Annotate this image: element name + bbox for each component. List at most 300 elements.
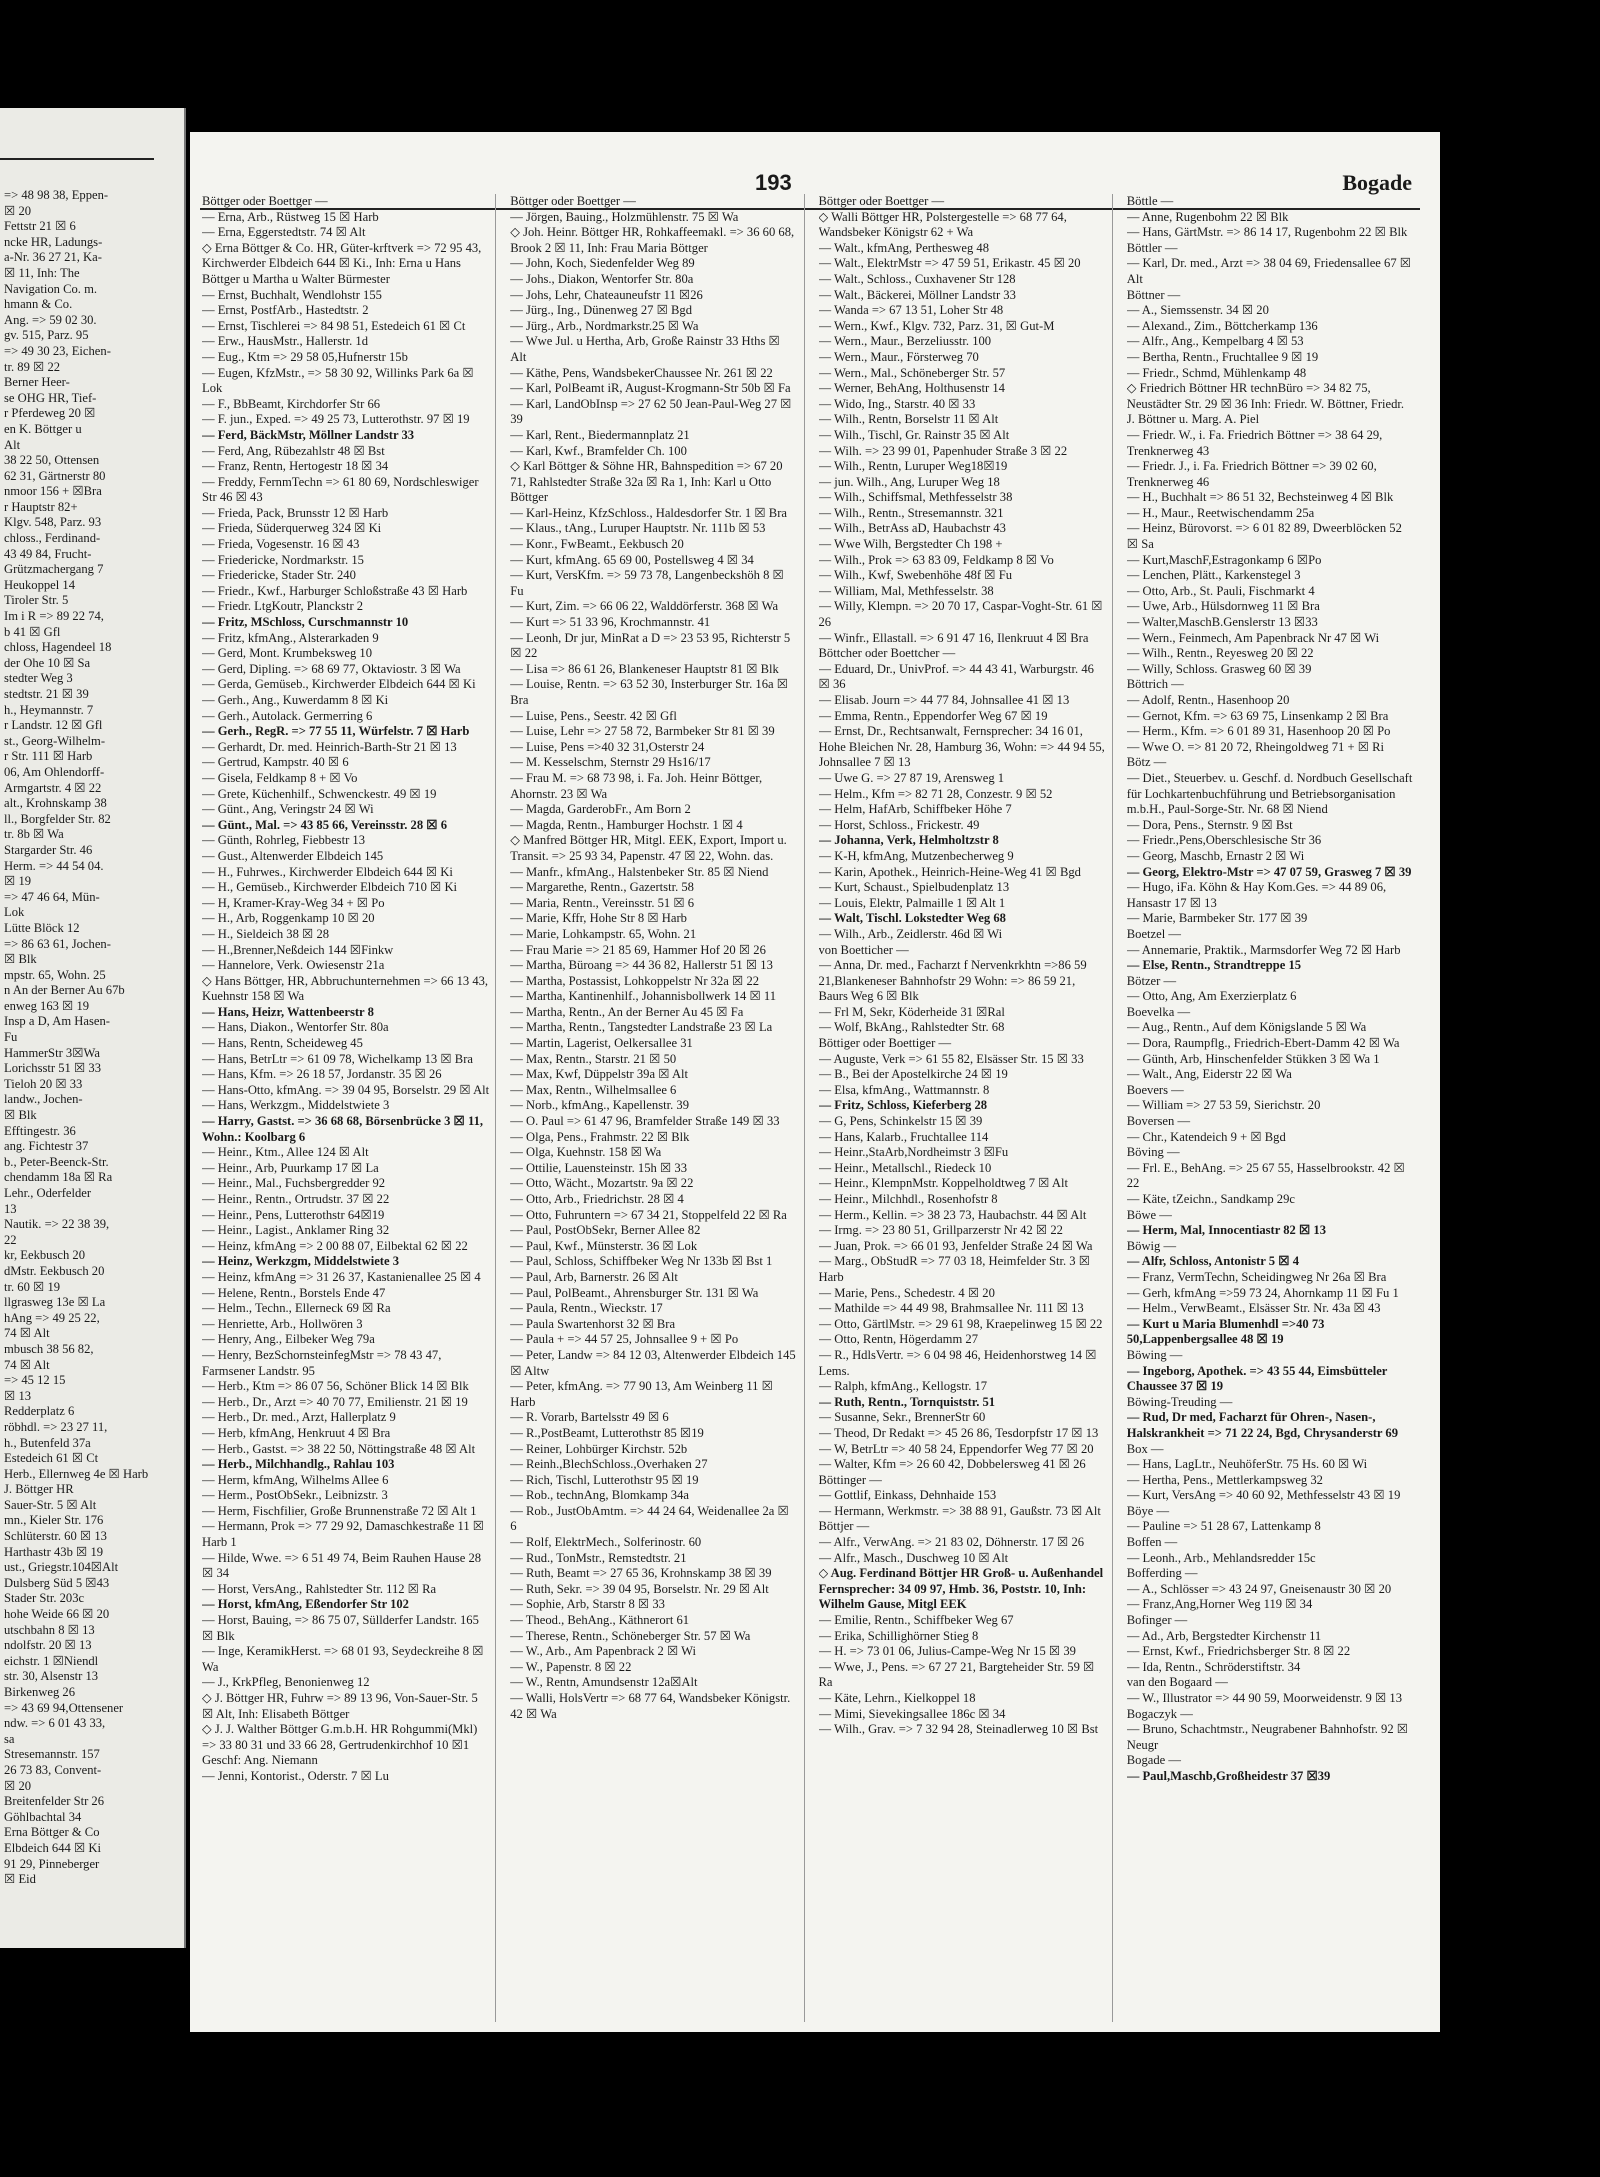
left-fragment-line: se OHG HR, Tief- (4, 390, 97, 405)
left-fragment-line: => 86 63 61, Jochen- (4, 936, 111, 951)
directory-entry: — Paul, Schloss, Schiffbeker Weg Nr 133b ☒ Bst 1 (510, 1254, 773, 1269)
directory-entry: — Otto, Rentn, Högerdamm 27 (818, 1332, 979, 1347)
directory-entry: — Rob., technAng, Blomkamp 34a (510, 1488, 689, 1503)
left-fragment-line: => 45 12 15 (4, 1373, 66, 1388)
directory-entry: — Paul, Arb, Barnerstr. 26 ☒ Alt (510, 1269, 678, 1284)
directory-entry: — Friedericke, Stader Str. 240 (202, 568, 356, 583)
directory-entry: — Wern., Maur., Berzeliusstr. 100 (818, 334, 992, 349)
directory-entry: — Alfr., Ang., Kempelbarg 4 ☒ 53 (1126, 334, 1304, 349)
directory-entry: — Heinr., Milchhdl., Rosenhofstr 8 (818, 1192, 998, 1206)
directory-entry: — Fritz, Schloss, Kieferberg 28 (818, 1098, 988, 1113)
left-fragment-line: Schlüterstr. 60 ☒ 13 (4, 1529, 107, 1544)
directory-entry: — Uwe G. => 27 87 19, Arensweg 1 (818, 770, 1005, 785)
directory-entry: — Johanna, Verk, Helmholtzstr 8 (818, 833, 999, 848)
directory-entry: — Wilh., Grav. => 7 32 94 28, Steinadlerweg 10 ☒ Bst (818, 1722, 1099, 1737)
directory-entry: — jun. Wilh., Ang, Luruper Weg 18 (818, 474, 1000, 489)
directory-entry: — Kurt, VersKfm. => 59 73 78, Langenbeckshöh 8 ☒ Fu (510, 568, 784, 598)
left-fragment-line: Stargarder Str. 46 (4, 842, 93, 857)
directory-entry: — Johs., Diakon, Wentorfer Str. 80a (510, 271, 694, 286)
directory-entry: — Walter, Kfm => 26 60 42, Dobbelersweg 41 ☒ 26 (818, 1457, 1086, 1472)
directory-entry: — Bruno, Schachtmstr., Neugrabener Bahnhofstr. 92 ☒ Neugr (1126, 1722, 1409, 1752)
left-fragment-line: chloss., Ferdinand- (4, 531, 101, 546)
directory-entry: — Rich, Tischl, Lutterothstr 95 ☒ 19 (510, 1472, 699, 1487)
left-fragment-line: Nautik. => 22 38 39, (4, 1217, 110, 1232)
directory-entry: — Ida, Rentn., Schröderstiftstr. 34 (1126, 1659, 1301, 1674)
directory-entry: — Erw., HausMstr., Hallerstr. 1d (202, 334, 369, 349)
left-fragment-line: ll., Borgfelder Str. 82 (4, 811, 111, 826)
directory-entry: — Irmg. => 23 80 51, Grillparzerstr Nr 42 ☒ 22 (818, 1223, 1063, 1238)
directory-entry: — Else, Rentn., Strandtreppe 15 (1126, 958, 1302, 973)
directory-entry: — Karl, PolBeamt iR, August-Krogmann-Str 50b ☒ Fa (510, 381, 791, 396)
left-fragment-line: hmann & Co. (4, 297, 73, 312)
directory-entry: — Hilde, Wwe. => 6 51 49 74, Beim Rauhen Hause 28 ☒ 34 (202, 1550, 482, 1581)
directory-entry: — Luise, Pens., Seestr. 42 ☒ Gfl (510, 708, 677, 723)
directory-entry: Boevelka — (1126, 1004, 1191, 1019)
left-fragment-line: 06, Am Ohlendorff- (4, 764, 105, 779)
directory-entry: — Walli, HolsVertr => 68 77 64, Wandsbeker Königstr. 42 ☒ Wa (510, 1691, 791, 1721)
directory-entry: — Otto, Wächt., Mozartstr. 9a ☒ 22 (510, 1176, 694, 1191)
directory-entry: — Hans, Rentn, Scheideweg 45 (202, 1036, 363, 1051)
directory-entry: — Martha, Rentn., An der Berner Au 45 ☒ Fa (510, 1004, 744, 1019)
left-fragment-line: r Hauptstr 82+ (4, 499, 78, 514)
directory-entry: — B., Bei der Apostelkirche 24 ☒ 19 (818, 1067, 1008, 1082)
directory-entry: — Martha, Postassist, Lohkoppelstr Nr 32a ☒ 22 (510, 973, 760, 988)
directory-entry: — Heinr., Rentn., Ortrudstr. 37 ☒ 22 (202, 1192, 390, 1206)
left-fragment-line: Dulsberg Süd 5 ☒43 (4, 1575, 110, 1590)
directory-entry: — Hans, LagLtr., NeuhöferStr. 75 Hs. 60 ☒ Wi (1126, 1457, 1368, 1472)
directory-entry: ◇ J. Böttger HR, Fuhrw => 89 13 96, Von-Sauer-Str. 5 ☒ Alt, Inh: Elisabeth Böttger (202, 1691, 478, 1721)
left-fragment-line: Elbdeich 644 ☒ Ki (4, 1840, 101, 1855)
directory-entry: — Ottilie, Lauensteinstr. 15h ☒ 33 (510, 1160, 687, 1175)
directory-entry: — Hermann, Prok => 77 29 92, Damaschkestraße 11 ☒ Harb 1 (202, 1519, 485, 1550)
directory-entry: — Heinr.,StaArb,Nordheimstr 3 ☒Fu (818, 1145, 1009, 1160)
directory-entry: — Hans, Kfm. => 26 18 57, Jordanstr. 35 ☒ 26 (202, 1067, 442, 1082)
directory-entry: — Franz, Rentn, Hertogestr 18 ☒ 34 (202, 459, 389, 474)
directory-entry: Böttinger — (818, 1472, 882, 1487)
left-fragment-line: Lok (4, 905, 25, 920)
directory-entry: van den Bogaard — (1126, 1675, 1228, 1690)
directory-entry: — Gerh, kfmAng =>59 73 24, Ahornkamp 11 ☒ Fu 1 (1126, 1285, 1399, 1300)
directory-entry: — Sophie, Arb, Starstr 8 ☒ 33 (510, 1597, 665, 1612)
directory-entry: — Gerhardt, Dr. med. Heinrich-Barth-Str 21 ☒ 13 (202, 739, 457, 754)
directory-entry: — Juan, Prok. => 66 01 93, Jenfelder Straße 24 ☒ Wa (818, 1238, 1093, 1253)
directory-entry: — Paula + => 44 57 25, Johnsallee 9 + ☒ Po (510, 1332, 739, 1347)
directory-entry: — Willy, Schloss. Grasweg 60 ☒ 39 (1126, 661, 1312, 676)
directory-entry: — Jürg., Ing., Dünenweg 27 ☒ Bgd (510, 303, 693, 318)
directory-entry: — Wolf, BkAng., Rahlstedter Str. 68 (818, 1020, 1005, 1035)
directory-entry: ◇ Erna Böttger & Co. HR, Güter-krftverk => 72 95 43, Kirchwerder Elbdeich 644 ☒ Ki., Inh: Erna u Hans Böttger u Martha u Walter Bürmester (202, 240, 482, 286)
directory-entry: — William, Mal, Methfesselstr. 38 (818, 583, 994, 598)
directory-entry: Boevers — (1126, 1082, 1184, 1097)
directory-entry: — Rud., TonMstr., Remstedtstr. 21 (510, 1550, 687, 1565)
directory-entry: — F., BbBeamt, Kirchdorfer Str 66 (202, 396, 381, 411)
left-fragment-line: Tieloh 20 ☒ 33 (4, 1076, 83, 1091)
directory-entry: — Ernst, Dr., Rechtsanwalt, Fernsprecher: 34 16 01, Hohe Bleichen Nr. 28, Hamburg 36, Wohn: => 44 94 55, Johnsallee 7 ☒ 13 (818, 724, 1105, 770)
directory-entry: Böttrich — (1126, 677, 1184, 692)
directory-entry: — Martha, Rentn., Tangstedter Landstraße 23 ☒ La (510, 1020, 773, 1035)
left-fragment-line: ☒ 19 (4, 874, 32, 889)
directory-entry: — Herb., Dr. med., Arzt, Hallerplatz 9 (202, 1410, 396, 1425)
directory-entry: — Margarethe, Rentn., Gazertstr. 58 (510, 880, 694, 895)
left-fragment-line: r Str. 111 ☒ Harb (4, 749, 93, 764)
directory-entry: — Horst, Bauing, => 86 75 07, Süllderfer Landstr. 165 ☒ Blk (202, 1613, 479, 1643)
directory-entry: — Wilh., Prok => 63 83 09, Feldkamp 8 ☒ Vo (818, 552, 1054, 567)
left-page-column (4, 188, 178, 1888)
directory-entry: Bogade — (1126, 1753, 1181, 1768)
left-page-rule (0, 158, 154, 160)
directory-entry: — Wern., Maur., Försterweg 70 (818, 349, 979, 364)
left-fragment-line: tr. 8b ☒ Wa (4, 827, 64, 842)
directory-entry: — Ernst, Tischlerei => 84 98 51, Estedeich 61 ☒ Ct (202, 318, 466, 333)
directory-entry: — Ruth, Rentn., Tornquiststr. 51 (818, 1394, 996, 1409)
directory-entry: — Fritz, MSchloss, Curschmannstr 10 (202, 615, 409, 630)
directory-entry: — Wern., Feinmech, Am Papenbrack Nr 47 ☒ Wi (1126, 630, 1380, 645)
left-fragment-line: alt., Krohnskamp 38 (4, 796, 107, 811)
directory-entry: — Dora, Pens., Sternstr. 9 ☒ Bst (1126, 817, 1293, 832)
directory-entry: — Max, Rentn., Wilhelmsallee 6 (510, 1082, 677, 1097)
left-fragment-line: 62 31, Gärtnerstr 80 (4, 468, 106, 483)
left-fragment-line: dMstr. Eekbusch 20 (4, 1263, 105, 1278)
directory-entry: — Klaus., tAng., Luruper Hauptstr. Nr. 111b ☒ 53 (510, 521, 766, 536)
left-fragment-line: ☒ 11, Inh: The (4, 265, 80, 280)
directory-entry: — Gerd, Dipling. => 68 69 77, Oktaviostr. 3 ☒ Wa (202, 661, 461, 676)
directory-entry: — Marg., ObStudR => 77 03 18, Heimfelder Str. 3 ☒ Harb (818, 1254, 1091, 1284)
directory-column-3 (819, 194, 1113, 2022)
directory-entry: — Karl-Heinz, KfzSchloss., Haldesdorfer Str. 1 ☒ Bra (510, 505, 787, 520)
directory-entry: — Grete, Küchenhilf., Schwenckestr. 49 ☒ 19 (202, 786, 437, 801)
directory-entry: — Hans, GärtMstr. => 86 14 17, Rugenbohm 22 ☒ Blk (1126, 225, 1408, 240)
directory-entry: — Günt., Mal. => 43 85 66, Vereinsstr. 28 ☒ 6 (202, 817, 447, 832)
directory-entry: — Wilh., Kwf, Swebenhöhe 48f ☒ Fu (818, 568, 1012, 583)
directory-entry: — Elsa, kfmAng., Wattmannstr. 8 (818, 1082, 990, 1097)
directory-entry: — Ernst, PostfArb., Hastedtstr. 2 (202, 303, 369, 318)
directory-entry: — Heinr., Metallschl., Riedeck 10 (818, 1160, 992, 1175)
directory-entry: Boversen — (1126, 1114, 1191, 1129)
directory-entry: — Gerh., RegR. => 77 55 11, Würfelstr. 7 ☒ Harb (202, 724, 470, 739)
directory-entry: — Wern., Mal., Schöneberger Str. 57 (818, 365, 1006, 380)
directory-entry: — Kurt => 51 33 96, Krochmannstr. 41 (510, 615, 711, 630)
directory-entry: — Walter,MaschB.Genslerstr 13 ☒33 (1126, 615, 1318, 630)
directory-entry: — H, Kramer-Kray-Weg 34 + ☒ Po (202, 895, 385, 910)
directory-entry: — Louis, Elektr, Palmaille 1 ☒ Alt 1 (818, 895, 1006, 910)
directory-entry: — Leonh., Arb., Mehlandsredder 15c (1126, 1550, 1316, 1565)
directory-entry: — Gernot, Kfm. => 63 69 75, Linsenkamp 2 ☒ Bra (1126, 708, 1389, 723)
directory-entry: — John, Koch, Siedenfelder Weg 89 (510, 256, 695, 271)
directory-entry: — Friedericke, Nordmarkstr. 15 (202, 552, 364, 567)
directory-entry: — Leonh, Dr jur, MinRat a D => 23 53 95, Richterstr 5 ☒ 22 (510, 630, 791, 661)
directory-entry: — Heinr., KlempnMstr. Koppelholdtweg 7 ☒ Alt (818, 1176, 1069, 1191)
directory-entry: — Max, Rentn., Starstr. 21 ☒ 50 (510, 1051, 677, 1066)
left-fragment-line: ☒ 13 (4, 1388, 32, 1403)
directory-entry: — Friedr. W., i. Fa. Friedrich Böttner => 38 64 29, Trenknerweg 43 (1126, 427, 1383, 458)
left-fragment-line: kr, Eekbusch 20 (4, 1248, 85, 1263)
directory-entry: — R., HdlsVertr. => 6 04 98 46, Heidenhorstweg 14 ☒ Lems. (818, 1347, 1097, 1378)
left-fragment-line: Breitenfelder Str 26 (4, 1794, 105, 1809)
left-fragment-line: Efftingestr. 36 (4, 1123, 76, 1138)
directory-entry: — Chr., Katendeich 9 + ☒ Bgd (1126, 1129, 1286, 1144)
directory-entry: — Alexand., Zim., Böttcherkamp 136 (1126, 318, 1318, 333)
directory-column-4 (1127, 194, 1420, 2022)
directory-entry: — Annemarie, Praktik., Marmsdorfer Weg 72 ☒ Harb (1126, 942, 1401, 957)
directory-columns (202, 194, 1420, 2022)
left-fragment-line: ang. Fichtestr 37 (4, 1139, 89, 1154)
left-fragment-line: Sauer-Str. 5 ☒ Alt (4, 1497, 97, 1512)
directory-entry: — Wwe O. => 81 20 72, Rheingoldweg 71 + ☒ Ri (1126, 739, 1385, 754)
directory-entry: ◇ Manfred Böttger HR, Mitgl. EEK, Export, Import u. Transit. => 25 93 34, Papenstr. 47 ☒ 22, Wohn. das. (510, 833, 787, 863)
directory-entry: — Frieda, Pack, Brunsstr 12 ☒ Harb (202, 505, 389, 520)
directory-entry: — Horst, VersAng., Rahlstedter Str. 112 ☒ Ra (202, 1581, 437, 1596)
page-number: 193 (755, 170, 792, 195)
directory-entry: — Karl, Kwf., Bramfelder Ch. 100 (510, 443, 687, 458)
directory-entry: — Otto, GärtlMstr. => 29 61 98, Kraepelinweg 15 ☒ 22 (818, 1316, 1103, 1331)
directory-entry: — O. Paul => 61 47 96, Bramfelder Straße 149 ☒ 33 (510, 1114, 780, 1129)
directory-entry: — Adolf, Rentn., Hasenhoop 20 (1126, 693, 1290, 707)
directory-entry: — Kurt, VersAng => 40 60 92, Methfesselstr 43 ☒ 19 (1126, 1488, 1401, 1503)
directory-entry: — Herm., Kfm. => 6 01 89 31, Hasenhoop 20 ☒ Po (1126, 724, 1391, 739)
directory-entry: — Heinz, Bürovorst. => 6 01 82 89, Dweerblöcken 52 ☒ Sa (1126, 521, 1402, 552)
directory-entry: — Ruth, Sekr. => 39 04 95, Borselstr. Nr. 29 ☒ Alt (510, 1581, 769, 1596)
directory-entry: — Friedr., Schmd, Mühlenkamp 48 (1126, 365, 1307, 380)
left-fragment-line: Alt (4, 437, 21, 452)
directory-entry: Bötz — (1126, 755, 1167, 770)
directory-entry: — Herb., Dr., Arzt => 40 70 77, Emilienstr. 21 ☒ 19 (202, 1394, 468, 1409)
directory-entry: — Herm, Mal, Innocentiastr 82 ☒ 13 (1126, 1223, 1326, 1238)
directory-entry: — W, BetrLtr => 40 58 24, Eppendorfer Weg 77 ☒ 20 (818, 1441, 1094, 1456)
directory-entry: — Ernst, Buchhalt, Wendlohstr 155 (202, 287, 382, 302)
directory-entry: ◇ J. J. Walther Böttger G.m.b.H. HR Rohgummi(Mkl) => 33 80 31 und 33 66 28, Gertrudenkirchhof 10 ☒1 Geschf: Ang. Niemann (202, 1722, 478, 1768)
directory-entry: — H. => 73 01 06, Julius-Campe-Weg Nr 15 ☒ 39 (818, 1644, 1076, 1659)
directory-entry: — Ruth, Beamt => 27 65 36, Krohnskamp 38 ☒ 39 (510, 1566, 772, 1581)
directory-entry: — Friedr. J., i. Fa. Friedrich Böttner => 39 02 60, Trenknerweg 46 (1126, 459, 1377, 489)
directory-entry: — Frieda, Vogesenstr. 16 ☒ 43 (202, 537, 360, 552)
running-head: Bogade (1342, 170, 1412, 195)
directory-entry: — Theod, Dr Redakt => 45 26 86, Tesdorpfstr 17 ☒ 13 (818, 1425, 1099, 1440)
directory-entry: — Friedr. LtgKoutr, Planckstr 2 (202, 599, 364, 614)
directory-entry: — Gisela, Feldkamp 8 + ☒ Vo (202, 770, 358, 785)
directory-entry: — Walt., kfmAng, Perthesweg 48 (818, 240, 989, 255)
directory-entry: — Jenni, Kontorist., Oderstr. 7 ☒ Lu (202, 1768, 389, 1783)
left-fragment-line: Insp a D, Am Hasen- (4, 1014, 110, 1029)
left-fragment-line: Redderplatz 6 (4, 1404, 75, 1419)
left-fragment-line: enweg 163 ☒ 19 (4, 998, 90, 1013)
left-fragment-line: hohe Weide 66 ☒ 20 (4, 1607, 110, 1622)
directory-entry: — Herm, kfmAng, Wilhelms Allee 6 (202, 1472, 389, 1487)
left-fragment-line: landw., Jochen- (4, 1092, 83, 1107)
directory-entry: — Jörgen, Bauing., Holzmühlenstr. 75 ☒ Wa (510, 209, 739, 224)
left-fragment-line: stedtstr. 21 ☒ 39 (4, 687, 89, 701)
left-fragment-line: ncke HR, Ladungs- (4, 234, 103, 249)
directory-entry: — Ferd, BäckMstr, Möllner Landstr 33 (202, 427, 415, 442)
directory-entry: — Ferd, Ang, Rübezahlstr 48 ☒ Bst (202, 443, 385, 458)
directory-entry: — Wilh., Tischl, Gr. Rainstr 35 ☒ Alt (818, 427, 1010, 442)
directory-entry: Böttger oder Boettger — (818, 194, 945, 208)
left-fragment-line: utschbahn 8 ☒ 13 (4, 1622, 95, 1637)
directory-entry: — Luise, Lehr => 27 58 72, Barmbeker Str 81 ☒ 39 (510, 724, 775, 739)
directory-entry: — Erika, Schillighörner Stieg 8 (818, 1628, 979, 1643)
directory-entry: — Louise, Rentn. => 63 52 30, Insterburger Str. 16a ☒ Bra (510, 677, 789, 707)
left-fragment-line: stedter Weg 3 (4, 671, 73, 686)
directory-entry: — Helene, Rentn., Borstels Ende 47 (202, 1285, 386, 1300)
directory-entry: — Fritz, kfmAng., Alsterarkaden 9 (202, 630, 379, 645)
directory-entry: — Kurt, Schaust., Spielbudenplatz 13 (818, 880, 1010, 895)
directory-entry: — Helm., VerwBeamt., Elsässer Str. Nr. 43a ☒ 43 (1126, 1301, 1381, 1316)
directory-entry: — H., Maur., Reetwischendamm 25a (1126, 505, 1315, 520)
directory-entry: — Ingeborg, Apothek. => 43 55 44, Eimsbütteler Chaussee 37 ☒ 19 (1126, 1363, 1388, 1394)
directory-entry: — R.,PostBeamt, Lutterothstr 85 ☒19 (510, 1425, 704, 1440)
directory-page (190, 132, 1440, 2032)
directory-entry: — Wwe Wilh, Bergstedter Ch 198 + (818, 537, 1003, 552)
directory-entry: — Martha, Kantinenhilf., Johannisbollwerk 14 ☒ 11 (510, 989, 777, 1004)
directory-entry: — Lisa => 86 61 26, Blankeneser Hauptstr 81 ☒ Blk (510, 661, 779, 676)
left-fragment-line: ndw. => 6 01 43 33, (4, 1716, 106, 1731)
left-fragment-line: ☒ 20 (4, 1778, 32, 1793)
left-fragment-line: r Pferdeweg 20 ☒ (4, 406, 96, 421)
left-fragment-line: ☒ Blk (4, 1108, 37, 1123)
left-fragment-line: gv. 515, Parz. 95 (4, 328, 89, 343)
directory-entry: — Helm., Kfm => 82 71 28, Conzestr. 9 ☒ 52 (818, 786, 1053, 801)
directory-entry: — Helm., Techn., Ellerneck 69 ☒ Ra (202, 1301, 391, 1316)
directory-entry: — Wanda => 67 13 51, Loher Str 48 (818, 303, 1004, 318)
left-fragment-line: 22 (4, 1232, 17, 1247)
left-fragment-line: Armgartstr. 4 ☒ 22 (4, 780, 102, 795)
directory-entry: — Emilie, Rentn., Schiffbeker Weg 67 (818, 1613, 1014, 1628)
directory-entry: — Wwe, J., Pens. => 67 27 21, Bargteheider Str. 59 ☒ Ra (818, 1659, 1095, 1690)
directory-entry: — Herb, kfmAng, Henkruut 4 ☒ Bra (202, 1425, 391, 1440)
left-fragment-line: str. 30, Alsenstr 13 (4, 1669, 99, 1684)
directory-entry: — Wilh., Rentn., Stresemannstr. 321 (818, 505, 1004, 520)
directory-entry: — Alfr., VerwAng. => 21 83 02, Döhnerstr. 17 ☒ 26 (818, 1535, 1085, 1550)
directory-entry: — Horst, kfmAng, Eßendorfer Str 102 (202, 1597, 409, 1612)
left-fragment-line: Fu (4, 1030, 18, 1045)
directory-entry: — Marie, Lohkampstr. 65, Wohn. 21 (510, 926, 697, 941)
directory-entry: — Walt., Bäckerei, Möllner Landstr 33 (818, 287, 1016, 302)
directory-entry: — Willy, Klempn. => 20 70 17, Caspar-Voght-Str. 61 ☒ 26 (818, 599, 1103, 630)
directory-entry: — Heinz, kfmAng => 31 26 37, Kastanienallee 25 ☒ 4 (202, 1269, 481, 1284)
directory-entry: — Walt, Tischl. Lokstedter Weg 68 (818, 911, 1006, 926)
directory-entry: — Heinr., Mal., Fuchsbergredder 92 (202, 1176, 386, 1191)
directory-entry: — Wilh., Rentn, Luruper Weg18☒19 (818, 459, 1008, 474)
left-fragment-line: ☒ 20 (4, 203, 32, 218)
directory-entry: — Wern., Kwf., Klgv. 732, Parz. 31, ☒ Gut-M (818, 318, 1055, 333)
directory-entry: — Rolf, ElektrMech., Solferinostr. 60 (510, 1535, 702, 1550)
directory-entry: — Günth, Arb, Hinschenfelder Stükken 3 ☒ Wa 1 (1126, 1051, 1380, 1066)
directory-entry: — Kurt, kfmAng. 65 69 00, Postellsweg 4 ☒ 34 (510, 552, 754, 567)
directory-entry: — Erna, Eggerstedtstr. 74 ☒ Alt (202, 225, 366, 240)
left-fragment-line: ust., Griegstr.104☒Alt (4, 1560, 119, 1575)
directory-entry: — Erna, Arb., Rüstweg 15 ☒ Harb (202, 209, 379, 224)
directory-entry: — Wilh., Rentn, Borselstr 11 ☒ Alt (818, 412, 999, 427)
left-fragment-line: b 41 ☒ Gfl (4, 624, 61, 639)
directory-entry: — Heinz, Werkzgm, Middelstwiete 3 (202, 1254, 400, 1269)
left-fragment-line: Fettstr 21 ☒ 6 (4, 219, 76, 234)
directory-entry: — Wido, Ing., Starstr. 40 ☒ 33 (818, 396, 976, 411)
directory-column-1 (202, 194, 496, 2022)
directory-entry: Böttcher oder Boettcher — (818, 646, 956, 661)
left-fragment-line: Herb., Ellernweg 4e ☒ Harb (4, 1466, 149, 1481)
directory-entry: Böving — (1126, 1145, 1180, 1160)
directory-entry: — Henriette, Arb., Hollwören 3 (202, 1316, 363, 1331)
directory-entry: — Heinr., Lagist., Anklamer Ring 32 (202, 1223, 390, 1238)
directory-entry: — F. jun., Exped. => 49 25 73, Lutterothstr. 97 ☒ 19 (202, 412, 470, 427)
left-fragment-line: Heukoppel 14 (4, 577, 75, 592)
left-fragment-line: eichstr. 1 ☒Niendl (4, 1653, 99, 1668)
directory-entry: — Marie, Barmbeker Str. 177 ☒ 39 (1126, 911, 1308, 926)
directory-entry: — Olga, Kuehnstr. 158 ☒ Wa (510, 1145, 662, 1160)
directory-entry: — H., Sieldeich 38 ☒ 28 (202, 926, 330, 941)
directory-entry: — Auguste, Verk => 61 55 82, Elsässer Str. 15 ☒ 33 (818, 1051, 1084, 1066)
directory-entry: Böttner — (1126, 287, 1181, 302)
directory-entry: — Gerh., Autolack. Germerring 6 (202, 708, 373, 723)
directory-entry: — Herm., Kellin. => 38 23 73, Haubachstr. 44 ☒ Alt (818, 1207, 1087, 1222)
directory-entry: — Alfr., Masch., Duschweg 10 ☒ Alt (818, 1550, 1009, 1565)
directory-entry: Böttger oder Boettger — (510, 194, 636, 208)
directory-entry: — Paul, PolBeamt., Ahrensburger Str. 131 ☒ Wa (510, 1285, 759, 1300)
directory-entry: — Hans, Kalarb., Fruchtallee 114 (818, 1129, 989, 1144)
directory-entry: — Magda, GarderobFr., Am Born 2 (510, 802, 691, 817)
directory-entry: ◇ Friedrich Böttner HR technBüro => 34 82 75, Neustädter Str. 29 ☒ 36 Inh: Friedr. W. Böttner, Friedr. J. Böttner u. Marg. A. Piel (1126, 381, 1405, 427)
directory-entry: — Mathilde => 44 49 98, Brahmsallee Nr. 111 ☒ 13 (818, 1301, 1084, 1316)
directory-entry: — Heinr., Pens, Lutterothstr 64☒19 (202, 1207, 385, 1222)
directory-entry: — Karl, Dr. med., Arzt => 38 04 69, Friedensallee 67 ☒ Alt (1126, 256, 1412, 286)
left-fragment-line: llgrasweg 13e ☒ La (4, 1295, 106, 1310)
directory-entry: — Heinr., Arb, Puurkamp 17 ☒ La (202, 1160, 379, 1175)
left-fragment-line: ☒ Eid (4, 1872, 36, 1887)
left-fragment-line: Navigation Co. m. (4, 281, 98, 296)
directory-entry: Boetzel — (1126, 926, 1181, 941)
directory-entry: ◇ Joh. Heinr. Böttger HR, Rohkaffeemakl. => 36 60 68, Brook 2 ☒ 11, Inh: Frau Maria Böttger (510, 225, 795, 255)
directory-entry: — Martha, Büroang => 44 36 82, Hallerstr 51 ☒ 13 (510, 958, 773, 973)
directory-column-2 (510, 194, 804, 2022)
directory-entry: — K-H, kfmAng, Mutzenbecherweg 9 (818, 848, 1014, 863)
directory-entry: — Pauline => 51 28 67, Lattenkamp 8 (1126, 1519, 1321, 1534)
directory-entry: — Marie, Kffr, Hohe Str 8 ☒ Harb (510, 911, 687, 926)
directory-entry: — Friedr., Kwf., Harburger Schloßstraße 43 ☒ Harb (202, 583, 468, 598)
directory-entry: — Paula, Rentn., Wieckstr. 17 (510, 1301, 663, 1316)
directory-entry: — Reinh.,BlechSchloss.,Overhaken 27 (510, 1457, 708, 1472)
directory-entry: — Karl, Rent., Biedermannplatz 21 (510, 427, 690, 442)
left-fragment-line: en K. Böttger u (4, 421, 82, 436)
directory-entry: — Ralph, kfmAng., Kellogstr. 17 (818, 1379, 988, 1394)
directory-entry: — Bertha, Rentn., Fruchtallee 9 ☒ 19 (1126, 349, 1319, 364)
directory-entry: — H., Gemüseb., Kirchwerder Elbdeich 710 ☒ Ki (202, 880, 458, 895)
directory-entry: — Aug., Rentn., Auf dem Königslande 5 ☒ Wa (1126, 1020, 1367, 1035)
directory-entry: — Kurt u Maria Blumenhdl =>40 73 50,Lappenbergsallee 48 ☒ 19 (1126, 1316, 1325, 1347)
directory-entry: Bofferding — (1126, 1566, 1198, 1581)
directory-entry: — Wilh., Arb., Zeidlerstr. 46d ☒ Wi (818, 926, 1003, 941)
directory-entry: — J., KrkPfleg, Benonienweg 12 (202, 1675, 370, 1690)
left-fragment-line: => 47 46 64, Mün- (4, 889, 100, 904)
directory-entry: — Maria, Rentn., Vereinsstr. 51 ☒ 6 (510, 895, 695, 910)
directory-entry: — Hertha, Pens., Mettlerkampsweg 32 (1126, 1472, 1323, 1487)
left-fragment-line: nmoor 156 + ☒Bra (4, 484, 102, 499)
directory-entry: — Günt., Ang, Veringstr 24 ☒ Wi (202, 802, 374, 817)
directory-entry: — H., Fuhrwes., Kirchwerder Elbdeich 644 ☒ Ki (202, 864, 453, 879)
directory-entry: — Herm., PostObSekr., Leibnizstr. 3 (202, 1488, 388, 1503)
left-fragment-line: 26 73 83, Convent- (4, 1762, 102, 1777)
directory-entry: — Peter, kfmAng. => 77 90 13, Am Weinberg 11 ☒ Harb (510, 1379, 773, 1409)
directory-entry: — A., Siemssenstr. 34 ☒ 20 (1126, 303, 1269, 318)
directory-entry: Bötzer — (1126, 973, 1177, 988)
directory-entry: — Susanne, Sekr., BrennerStr 60 (818, 1410, 986, 1425)
left-fragment-line: mpstr. 65, Wohn. 25 (4, 967, 106, 982)
directory-entry: — Franz,Ang,Horner Weg 119 ☒ 34 (1126, 1597, 1313, 1612)
left-fragment-line: r Landstr. 12 ☒ Gfl (4, 718, 103, 733)
directory-entry: — Henry, Ang., Eilbeker Weg 79a (202, 1332, 375, 1347)
left-fragment-line: 13 (4, 1201, 17, 1216)
left-fragment-line: Herm. => 44 54 04. (4, 858, 104, 873)
left-fragment-line: Lehr., Oderfelder (4, 1186, 92, 1200)
directory-entry: — Heinz, kfmAng => 2 00 88 07, Eilbektal 62 ☒ 22 (202, 1238, 468, 1253)
